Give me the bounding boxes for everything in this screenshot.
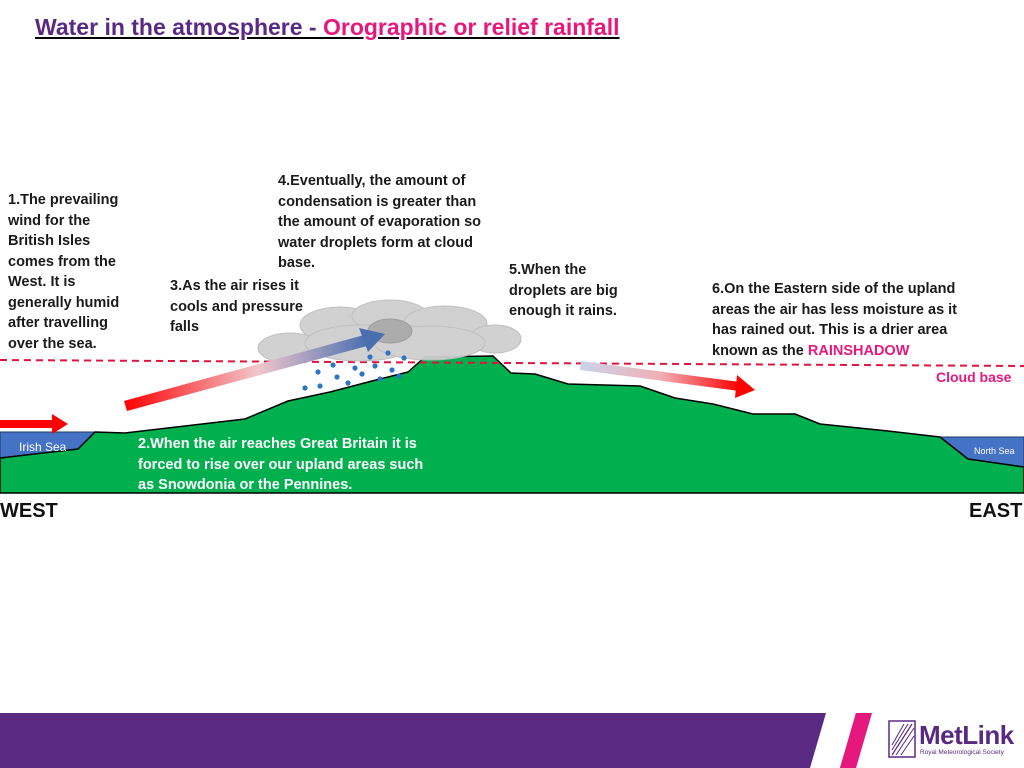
wind-arrow-icon: [0, 414, 68, 434]
step-1-text: 1.The prevailing wind for the British Isles comes from the West. It is generally humid after travelling over the sea.: [8, 192, 120, 352]
title-main: Water in the atmosphere -: [35, 14, 323, 40]
north-sea-label: North Sea: [974, 446, 1015, 456]
title-highlight: Orographic or relief rainfall: [322, 14, 620, 40]
step-2-text: 2.When the air reaches Great Britain it is forced to rise over our upland areas such as Snowdonia or the Pennines.: [138, 436, 424, 493]
west-label: WEST: [0, 500, 58, 522]
metlink-logo-subtitle: Royal Meteorological Society: [920, 749, 1004, 756]
metlink-logo-icon: [889, 721, 915, 757]
footer-band: [0, 713, 1024, 768]
step-3-text: 3.As the air rises it cools and pressure falls: [170, 278, 303, 335]
step-4-text: 4.Eventually, the amount of condensation is greater than the amount of evaporation so water droplets form at cloud base.: [278, 173, 482, 271]
irish-sea-label: Irish Sea: [19, 440, 67, 454]
step-6-text: [712, 279, 974, 361]
east-label: EAST: [969, 500, 1023, 522]
cloud-base-label: Cloud base: [936, 369, 1012, 385]
step-5-text: 5.When the droplets are big enough it rains.: [509, 262, 618, 319]
step-6-body: 6.On the Eastern side of the upland areas the air has less moisture as it has rained out. This is a drier area known as the: [712, 281, 958, 359]
rainshadow-label: RAINSHADOW: [807, 342, 910, 359]
metlink-logo-text: MetLink: [919, 720, 1014, 750]
